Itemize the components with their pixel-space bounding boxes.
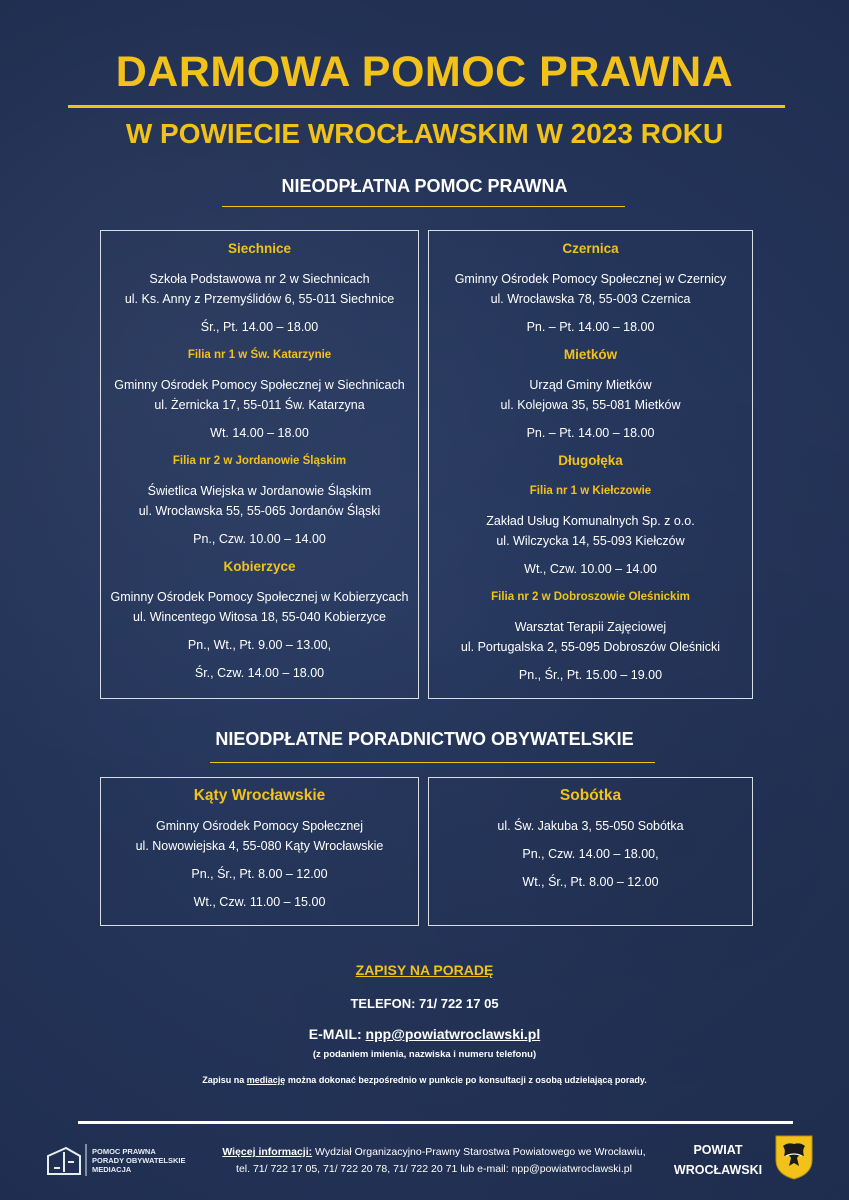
address-line: ul. Św. Jakuba 3, 55-050 Sobótka <box>497 819 684 833</box>
mediation-pre: Zapisu na <box>202 1075 247 1085</box>
opening-hours: Pn., Śr., Pt. 15.00 – 19.00 <box>518 668 663 682</box>
address-line: Gminny Ośrodek Pomocy Społecznej w Czernicy <box>454 272 727 286</box>
branch-heading: Filia nr 1 w Św. Katarzynie <box>187 349 332 361</box>
footer-logo-text <box>92 1147 185 1174</box>
address-line: Urząd Gminy Mietków <box>529 378 652 392</box>
address-line: Warsztat Terapii Zajęciowej <box>514 620 667 634</box>
logo-line-2: PORADY OBYWATELSKIE <box>92 1156 186 1165</box>
address-line: ul. Kolejowa 35, 55-081 Mietków <box>500 398 681 412</box>
box-legal-aid-right <box>428 230 753 699</box>
footer-info-line-1 <box>208 1144 660 1161</box>
contact-email-note: (z podaniem imienia, nazwiska i numeru telefonu) <box>312 1049 537 1060</box>
opening-hours: Pn. – Pt. 14.00 – 18.00 <box>526 426 655 440</box>
opening-hours: Pn., Wt., Pt. 9.00 – 13.00, <box>187 638 332 652</box>
location-heading: Czernica <box>562 241 619 256</box>
branch-heading: Filia nr 2 w Dobroszowie Oleśnickim <box>491 591 690 603</box>
section-heading-legal-aid: NIEODPŁATNA POMOC PRAWNA <box>281 176 568 196</box>
section-divider-civic-advice <box>210 762 655 763</box>
address-line: Gminny Ośrodek Pomocy Społecznej w Siechnicach <box>114 378 405 392</box>
branch-heading: Filia nr 2 w Jordanowie Śląskim <box>172 455 347 467</box>
box-civic-advice-left <box>100 777 419 926</box>
address-line: Gminny Ośrodek Pomocy Społecznej <box>155 819 364 833</box>
section-heading-civic-advice: NIEODPŁATNE PORADNICTWO OBYWATELSKIE <box>215 729 634 749</box>
address-line: Wt., Czw. 11.00 – 15.00 <box>193 895 326 909</box>
footer-info-line-2: tel. 71/ 722 17 05, 71/ 722 20 78, 71/ 722 20 71 lub e-mail: npp@powiatwroclawski.pl <box>236 1163 632 1175</box>
powiat-name <box>668 1140 768 1180</box>
location-heading: Kobierzyce <box>223 559 296 574</box>
section-divider-legal-aid <box>222 206 625 207</box>
opening-hours: Wt. 14.00 – 18.00 <box>210 426 309 440</box>
mediation-word: mediację <box>246 1075 286 1085</box>
title-divider <box>68 105 785 108</box>
footer-info-label: Więcej informacji: <box>222 1146 313 1158</box>
address-line: ul. Wrocławska 55, 55-065 Jordanów Śląski <box>138 504 381 518</box>
box-legal-aid-left <box>100 230 419 699</box>
address-line: ul. Wrocławska 78, 55-003 Czernica <box>490 292 691 306</box>
opening-hours: Pn., Czw. 10.00 – 14.00 <box>193 532 326 546</box>
box-civic-advice-right <box>428 777 753 926</box>
location-heading: Długołęka <box>558 453 623 468</box>
page-title: DARMOWA POMOC PRAWNA <box>115 48 734 96</box>
eagle-crest-icon <box>774 1134 814 1180</box>
address-line: ul. Wincentego Witosa 18, 55-040 Kobierzyce <box>133 610 386 624</box>
mediation-post: można dokonać bezpośrednio w punkcie po konsultacji z osobą udzielającą porady. <box>285 1075 647 1085</box>
opening-hours: Wt., Czw. 10.00 – 14.00 <box>524 562 657 576</box>
contact-email-link[interactable]: npp@powiatwroclawski.pl <box>365 1026 541 1042</box>
address-line: ul. Nowowiejska 4, 55-080 Kąty Wrocławskie <box>135 839 384 853</box>
address-line: Zakład Usług Komunalnych Sp. z o.o. <box>486 514 695 528</box>
branch-heading: Filia nr 1 w Kiełczowie <box>529 485 652 497</box>
contact-email-line <box>0 1026 849 1042</box>
opening-hours: Pn., Śr., Pt. 8.00 – 12.00 <box>191 867 328 881</box>
address-line: Świetlica Wiejska w Jordanowie Śląskim <box>147 484 372 498</box>
address-line: ul. Wilczycka 14, 55-093 Kiełczów <box>496 534 685 548</box>
powiat-line-1: POWIAT <box>693 1143 743 1157</box>
powiat-line-2: WROCŁAWSKI <box>673 1163 763 1177</box>
address-line: Wt., Śr., Pt. 8.00 – 12.00 <box>522 875 659 889</box>
contact-email-label: E-MAIL: <box>308 1026 366 1042</box>
opening-hours: Śr., Pt. 14.00 – 18.00 <box>200 320 319 334</box>
location-heading: Sobótka <box>559 787 622 804</box>
footer-divider <box>78 1121 793 1124</box>
address-line: ul. Portugalska 2, 55-095 Dobroszów Oleśnicki <box>460 640 721 654</box>
logo-line-1: POMOC PRAWNA <box>92 1147 156 1156</box>
address-line: Szkoła Podstawowa nr 2 w Siechnicach <box>149 272 370 286</box>
location-heading: Kąty Wrocławskie <box>193 787 326 804</box>
address-line: ul. Żernicka 17, 55-011 Św. Katarzyna <box>154 398 365 412</box>
page-subtitle: W POWIECIE WROCŁAWSKIM W 2023 ROKU <box>125 118 724 149</box>
address-line: ul. Ks. Anny z Przemyślidów 6, 55-011 Siechnice <box>124 292 395 306</box>
address-line: Gminny Ośrodek Pomocy Społecznej w Kobierzycach <box>110 590 409 604</box>
footer-info-text: Wydział Organizacyjno-Prawny Starostwa Powiatowego we Wrocławiu, <box>312 1146 646 1158</box>
mediation-note <box>0 1075 849 1085</box>
logo-line-3: MEDIACJA <box>92 1165 132 1174</box>
footer-info <box>208 1144 660 1178</box>
location-heading: Mietków <box>563 347 618 362</box>
contact-heading: ZAPISY NA PORADĘ <box>355 962 494 978</box>
contact-phone: TELEFON: 71/ 722 17 05 <box>350 996 499 1011</box>
location-heading: Siechnice <box>227 241 292 256</box>
opening-hours: Pn., Czw. 14.00 – 18.00, <box>522 847 659 861</box>
address-line: Śr., Czw. 14.00 – 18.00 <box>194 666 325 680</box>
opening-hours: Pn. – Pt. 14.00 – 18.00 <box>526 320 655 334</box>
